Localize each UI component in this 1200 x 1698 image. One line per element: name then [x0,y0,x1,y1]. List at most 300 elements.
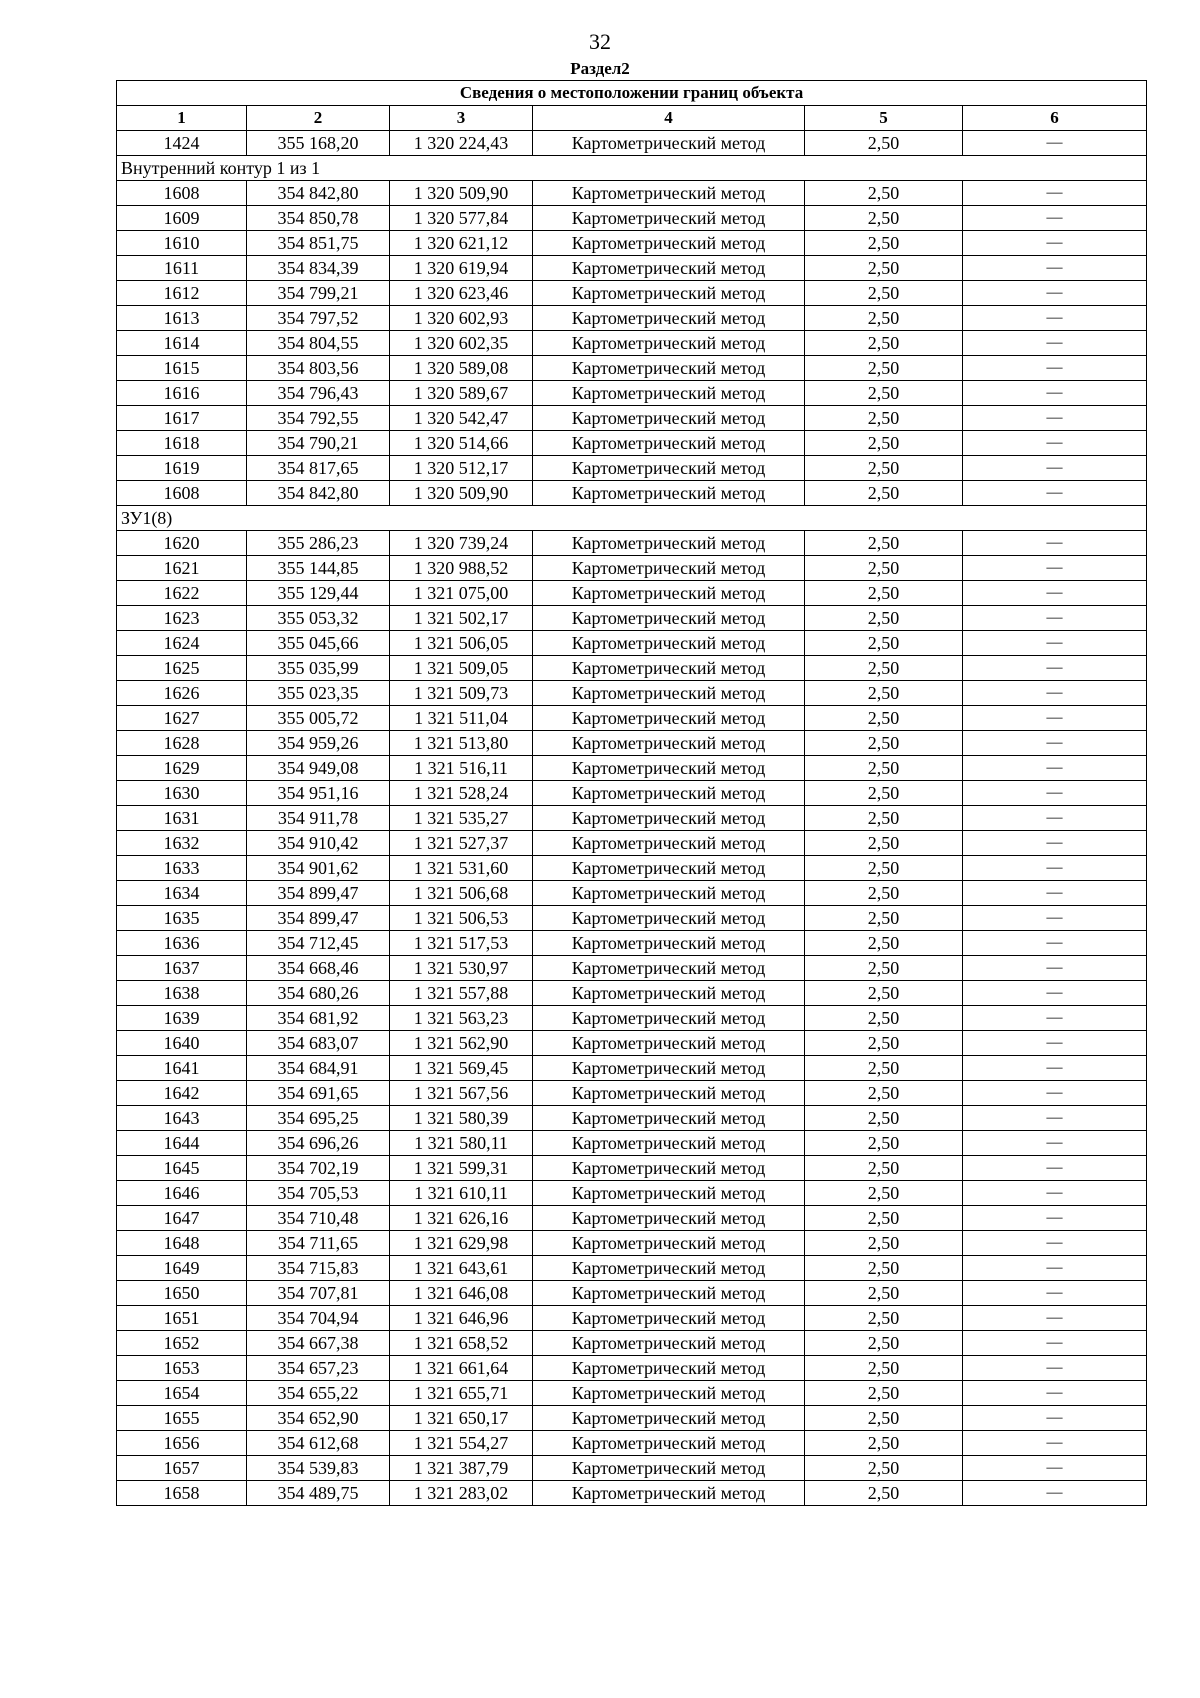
y-coordinate-cell: 1 321 502,17 [390,606,533,631]
x-coordinate-cell: 354 702,19 [247,1156,390,1181]
note-cell: — [963,556,1147,581]
point-number-cell: 1624 [117,631,247,656]
note-cell: — [963,1406,1147,1431]
note-cell: — [963,1456,1147,1481]
table-row [117,556,1147,581]
point-number-cell: 1652 [117,1331,247,1356]
table-row [117,606,1147,631]
x-coordinate-cell: 354 680,26 [247,981,390,1006]
y-coordinate-cell: 1 320 619,94 [390,256,533,281]
accuracy-cell: 2,50 [805,1106,963,1131]
point-number-cell: 1617 [117,406,247,431]
method-cell: Картометрический метод [533,1031,805,1056]
table-row [117,906,1147,931]
y-coordinate-cell: 1 321 516,11 [390,756,533,781]
point-number-cell: 1620 [117,531,247,556]
x-coordinate-cell: 355 023,35 [247,681,390,706]
x-coordinate-cell: 355 045,66 [247,631,390,656]
column-header: 2 [247,106,390,131]
method-cell: Картометрический метод [533,256,805,281]
table-row [117,656,1147,681]
accuracy-cell: 2,50 [805,1331,963,1356]
point-number-cell: 1648 [117,1231,247,1256]
accuracy-cell: 2,50 [805,1456,963,1481]
note-cell: — [963,756,1147,781]
column-header-row [117,106,1147,131]
x-coordinate-cell: 354 683,07 [247,1031,390,1056]
note-cell: — [963,831,1147,856]
point-number-cell: 1609 [117,206,247,231]
accuracy-cell: 2,50 [805,1356,963,1381]
method-cell: Картометрический метод [533,731,805,756]
point-number-cell: 1424 [117,131,247,156]
point-number-cell: 1614 [117,331,247,356]
accuracy-cell: 2,50 [805,1181,963,1206]
y-coordinate-cell: 1 320 589,67 [390,381,533,406]
page-number: 32 [589,29,611,54]
table-row [117,731,1147,756]
method-cell: Картометрический метод [533,1481,805,1506]
note-cell: — [963,1131,1147,1156]
table-row [117,281,1147,306]
x-coordinate-cell: 354 715,83 [247,1256,390,1281]
note-cell: — [963,1181,1147,1206]
y-coordinate-cell: 1 321 535,27 [390,806,533,831]
note-cell: — [963,1231,1147,1256]
method-cell: Картометрический метод [533,281,805,306]
method-cell: Картометрический метод [533,431,805,456]
accuracy-cell: 2,50 [805,531,963,556]
method-cell: Картометрический метод [533,1406,805,1431]
table-row [117,981,1147,1006]
point-number-cell: 1649 [117,1256,247,1281]
method-cell: Картометрический метод [533,456,805,481]
group-row [117,506,1147,531]
method-cell: Картометрический метод [533,231,805,256]
y-coordinate-cell: 1 321 530,97 [390,956,533,981]
table-row [117,1231,1147,1256]
point-number-cell: 1626 [117,681,247,706]
point-number-cell: 1625 [117,656,247,681]
note-cell: — [963,981,1147,1006]
y-coordinate-cell: 1 321 563,23 [390,1006,533,1031]
x-coordinate-cell: 354 691,65 [247,1081,390,1106]
x-coordinate-cell: 354 655,22 [247,1381,390,1406]
table-row [117,1031,1147,1056]
table-row [117,1081,1147,1106]
accuracy-cell: 2,50 [805,256,963,281]
method-cell: Картометрический метод [533,206,805,231]
method-cell: Картометрический метод [533,531,805,556]
accuracy-cell: 2,50 [805,131,963,156]
table-row [117,1381,1147,1406]
method-cell: Картометрический метод [533,1356,805,1381]
x-coordinate-cell: 354 834,39 [247,256,390,281]
accuracy-cell: 2,50 [805,706,963,731]
accuracy-cell: 2,50 [805,456,963,481]
x-coordinate-cell: 354 817,65 [247,456,390,481]
y-coordinate-cell: 1 321 643,61 [390,1256,533,1281]
accuracy-cell: 2,50 [805,306,963,331]
table-row [117,781,1147,806]
y-coordinate-cell: 1 321 506,68 [390,881,533,906]
accuracy-cell: 2,50 [805,1431,963,1456]
note-cell: — [963,1031,1147,1056]
note-cell: — [963,381,1147,406]
table-row [117,206,1147,231]
point-number-cell: 1618 [117,431,247,456]
accuracy-cell: 2,50 [805,1006,963,1031]
group-label: Внутренний контур 1 из 1 [117,156,1147,181]
accuracy-cell: 2,50 [805,1081,963,1106]
accuracy-cell: 2,50 [805,1381,963,1406]
method-cell: Картометрический метод [533,306,805,331]
column-header: 6 [963,106,1147,131]
point-number-cell: 1608 [117,481,247,506]
y-coordinate-cell: 1 321 557,88 [390,981,533,1006]
x-coordinate-cell: 354 803,56 [247,356,390,381]
x-coordinate-cell: 354 851,75 [247,231,390,256]
method-cell: Картометрический метод [533,1181,805,1206]
note-cell: — [963,181,1147,206]
y-coordinate-cell: 1 321 569,45 [390,1056,533,1081]
y-coordinate-cell: 1 321 511,04 [390,706,533,731]
x-coordinate-cell: 354 657,23 [247,1356,390,1381]
y-coordinate-cell: 1 320 589,08 [390,356,533,381]
point-number-cell: 1612 [117,281,247,306]
note-cell: — [963,1006,1147,1031]
column-header: 1 [117,106,247,131]
table-row [117,356,1147,381]
y-coordinate-cell: 1 321 626,16 [390,1206,533,1231]
accuracy-cell: 2,50 [805,856,963,881]
y-coordinate-cell: 1 320 512,17 [390,456,533,481]
note-cell: — [963,1056,1147,1081]
table-row [117,1456,1147,1481]
method-cell: Картометрический метод [533,1156,805,1181]
x-coordinate-cell: 354 704,94 [247,1306,390,1331]
accuracy-cell: 2,50 [805,381,963,406]
point-number-cell: 1627 [117,706,247,731]
method-cell: Картометрический метод [533,981,805,1006]
accuracy-cell: 2,50 [805,406,963,431]
y-coordinate-cell: 1 320 739,24 [390,531,533,556]
y-coordinate-cell: 1 321 387,79 [390,1456,533,1481]
point-number-cell: 1628 [117,731,247,756]
table-row [117,431,1147,456]
table-body [117,131,1147,1506]
accuracy-cell: 2,50 [805,656,963,681]
accuracy-cell: 2,50 [805,1056,963,1081]
table-row [117,1281,1147,1306]
y-coordinate-cell: 1 321 506,05 [390,631,533,656]
note-cell: — [963,906,1147,931]
x-coordinate-cell: 354 792,55 [247,406,390,431]
note-cell: — [963,631,1147,656]
point-number-cell: 1655 [117,1406,247,1431]
x-coordinate-cell: 355 286,23 [247,531,390,556]
y-coordinate-cell: 1 320 988,52 [390,556,533,581]
point-number-cell: 1651 [117,1306,247,1331]
accuracy-cell: 2,50 [805,1306,963,1331]
point-number-cell: 1622 [117,581,247,606]
point-number-cell: 1650 [117,1281,247,1306]
note-cell: — [963,1106,1147,1131]
accuracy-cell: 2,50 [805,881,963,906]
x-coordinate-cell: 355 005,72 [247,706,390,731]
x-coordinate-cell: 354 899,47 [247,881,390,906]
method-cell: Картометрический метод [533,1456,805,1481]
accuracy-cell: 2,50 [805,206,963,231]
method-cell: Картометрический метод [533,1381,805,1406]
x-coordinate-cell: 354 668,46 [247,956,390,981]
y-coordinate-cell: 1 321 580,39 [390,1106,533,1131]
note-cell: — [963,606,1147,631]
y-coordinate-cell: 1 320 602,93 [390,306,533,331]
group-label: ЗУ1(8) [117,506,1147,531]
note-cell: — [963,806,1147,831]
column-header: 5 [805,106,963,131]
table-row [117,1056,1147,1081]
note-cell: — [963,481,1147,506]
note-cell: — [963,531,1147,556]
x-coordinate-cell: 354 842,80 [247,181,390,206]
accuracy-cell: 2,50 [805,1206,963,1231]
method-cell: Картометрический метод [533,356,805,381]
x-coordinate-cell: 354 910,42 [247,831,390,856]
method-cell: Картометрический метод [533,556,805,581]
table-row [117,1406,1147,1431]
method-cell: Картометрический метод [533,906,805,931]
accuracy-cell: 2,50 [805,956,963,981]
accuracy-cell: 2,50 [805,581,963,606]
table-row [117,681,1147,706]
note-cell: — [963,231,1147,256]
x-coordinate-cell: 354 799,21 [247,281,390,306]
y-coordinate-cell: 1 321 646,96 [390,1306,533,1331]
x-coordinate-cell: 354 652,90 [247,1406,390,1431]
x-coordinate-cell: 355 035,99 [247,656,390,681]
point-number-cell: 1644 [117,1131,247,1156]
x-coordinate-cell: 354 842,80 [247,481,390,506]
method-cell: Картометрический метод [533,1081,805,1106]
accuracy-cell: 2,50 [805,831,963,856]
y-coordinate-cell: 1 321 554,27 [390,1431,533,1456]
method-cell: Картометрический метод [533,1331,805,1356]
method-cell: Картометрический метод [533,856,805,881]
note-cell: — [963,1381,1147,1406]
accuracy-cell: 2,50 [805,806,963,831]
y-coordinate-cell: 1 321 283,02 [390,1481,533,1506]
table-row [117,456,1147,481]
x-coordinate-cell: 354 705,53 [247,1181,390,1206]
table-row [117,881,1147,906]
point-number-cell: 1643 [117,1106,247,1131]
note-cell: — [963,856,1147,881]
method-cell: Картометрический метод [533,181,805,206]
x-coordinate-cell: 354 696,26 [247,1131,390,1156]
x-coordinate-cell: 354 539,83 [247,1456,390,1481]
method-cell: Картометрический метод [533,881,805,906]
method-cell: Картометрический метод [533,1206,805,1231]
table-row [117,531,1147,556]
note-cell: — [963,331,1147,356]
y-coordinate-cell: 1 321 650,17 [390,1406,533,1431]
x-coordinate-cell: 354 711,65 [247,1231,390,1256]
y-coordinate-cell: 1 320 509,90 [390,181,533,206]
y-coordinate-cell: 1 321 562,90 [390,1031,533,1056]
accuracy-cell: 2,50 [805,606,963,631]
x-coordinate-cell: 354 712,45 [247,931,390,956]
x-coordinate-cell: 354 790,21 [247,431,390,456]
accuracy-cell: 2,50 [805,431,963,456]
point-number-cell: 1640 [117,1031,247,1056]
method-cell: Картометрический метод [533,381,805,406]
y-coordinate-cell: 1 321 509,73 [390,681,533,706]
y-coordinate-cell: 1 320 224,43 [390,131,533,156]
method-cell: Картометрический метод [533,681,805,706]
accuracy-cell: 2,50 [805,1231,963,1256]
method-cell: Картометрический метод [533,781,805,806]
point-number-cell: 1619 [117,456,247,481]
y-coordinate-cell: 1 320 621,12 [390,231,533,256]
method-cell: Картометрический метод [533,1006,805,1031]
point-number-cell: 1634 [117,881,247,906]
note-cell: — [963,456,1147,481]
y-coordinate-cell: 1 321 661,64 [390,1356,533,1381]
table-row [117,806,1147,831]
accuracy-cell: 2,50 [805,906,963,931]
point-number-cell: 1646 [117,1181,247,1206]
note-cell: — [963,1156,1147,1181]
x-coordinate-cell: 355 168,20 [247,131,390,156]
y-coordinate-cell: 1 320 623,46 [390,281,533,306]
x-coordinate-cell: 354 667,38 [247,1331,390,1356]
y-coordinate-cell: 1 320 514,66 [390,431,533,456]
note-cell: — [963,956,1147,981]
y-coordinate-cell: 1 321 509,05 [390,656,533,681]
point-number-cell: 1633 [117,856,247,881]
method-cell: Картометрический метод [533,331,805,356]
y-coordinate-cell: 1 321 658,52 [390,1331,533,1356]
point-number-cell: 1629 [117,756,247,781]
point-number-cell: 1657 [117,1456,247,1481]
y-coordinate-cell: 1 321 599,31 [390,1156,533,1181]
accuracy-cell: 2,50 [805,356,963,381]
point-number-cell: 1630 [117,781,247,806]
note-cell: — [963,1281,1147,1306]
x-coordinate-cell: 354 804,55 [247,331,390,356]
accuracy-cell: 2,50 [805,981,963,1006]
point-number-cell: 1645 [117,1156,247,1181]
method-cell: Картометрический метод [533,1306,805,1331]
note-cell: — [963,206,1147,231]
table-row [117,631,1147,656]
accuracy-cell: 2,50 [805,631,963,656]
y-coordinate-cell: 1 321 527,37 [390,831,533,856]
table-row [117,381,1147,406]
note-cell: — [963,706,1147,731]
point-number-cell: 1623 [117,606,247,631]
accuracy-cell: 2,50 [805,1406,963,1431]
point-number-cell: 1647 [117,1206,247,1231]
table-row [117,306,1147,331]
y-coordinate-cell: 1 321 528,24 [390,781,533,806]
x-coordinate-cell: 354 681,92 [247,1006,390,1031]
table-row [117,1356,1147,1381]
y-coordinate-cell: 1 321 629,98 [390,1231,533,1256]
table-row [117,1256,1147,1281]
y-coordinate-cell: 1 321 075,00 [390,581,533,606]
note-cell: — [963,1481,1147,1506]
note-cell: — [963,881,1147,906]
method-cell: Картометрический метод [533,1131,805,1156]
y-coordinate-cell: 1 321 513,80 [390,731,533,756]
table-caption-row [117,81,1147,106]
method-cell: Картометрический метод [533,956,805,981]
table-row [117,231,1147,256]
method-cell: Картометрический метод [533,631,805,656]
point-number-cell: 1641 [117,1056,247,1081]
method-cell: Картометрический метод [533,1256,805,1281]
x-coordinate-cell: 354 612,68 [247,1431,390,1456]
note-cell: — [963,1256,1147,1281]
accuracy-cell: 2,50 [805,1481,963,1506]
note-cell: — [963,431,1147,456]
note-cell: — [963,681,1147,706]
table-row [117,956,1147,981]
x-coordinate-cell: 354 796,43 [247,381,390,406]
coordinates-table [116,80,1147,1506]
note-cell: — [963,656,1147,681]
note-cell: — [963,356,1147,381]
accuracy-cell: 2,50 [805,1031,963,1056]
y-coordinate-cell: 1 321 567,56 [390,1081,533,1106]
x-coordinate-cell: 354 797,52 [247,306,390,331]
table-row [117,1331,1147,1356]
point-number-cell: 1638 [117,981,247,1006]
y-coordinate-cell: 1 321 655,71 [390,1381,533,1406]
accuracy-cell: 2,50 [805,781,963,806]
accuracy-cell: 2,50 [805,756,963,781]
note-cell: — [963,131,1147,156]
point-number-cell: 1654 [117,1381,247,1406]
table-row [117,1131,1147,1156]
method-cell: Картометрический метод [533,581,805,606]
table-row [117,131,1147,156]
x-coordinate-cell: 355 053,32 [247,606,390,631]
table-row [117,1481,1147,1506]
point-number-cell: 1636 [117,931,247,956]
note-cell: — [963,1431,1147,1456]
point-number-cell: 1611 [117,256,247,281]
note-cell: — [963,1306,1147,1331]
accuracy-cell: 2,50 [805,931,963,956]
table-row [117,1206,1147,1231]
x-coordinate-cell: 355 129,44 [247,581,390,606]
method-cell: Картометрический метод [533,481,805,506]
table-row [117,1156,1147,1181]
y-coordinate-cell: 1 321 531,60 [390,856,533,881]
y-coordinate-cell: 1 321 610,11 [390,1181,533,1206]
table-row [117,756,1147,781]
y-coordinate-cell: 1 321 580,11 [390,1131,533,1156]
y-coordinate-cell: 1 320 542,47 [390,406,533,431]
accuracy-cell: 2,50 [805,556,963,581]
table-row [117,406,1147,431]
note-cell: — [963,281,1147,306]
method-cell: Картометрический метод [533,1106,805,1131]
